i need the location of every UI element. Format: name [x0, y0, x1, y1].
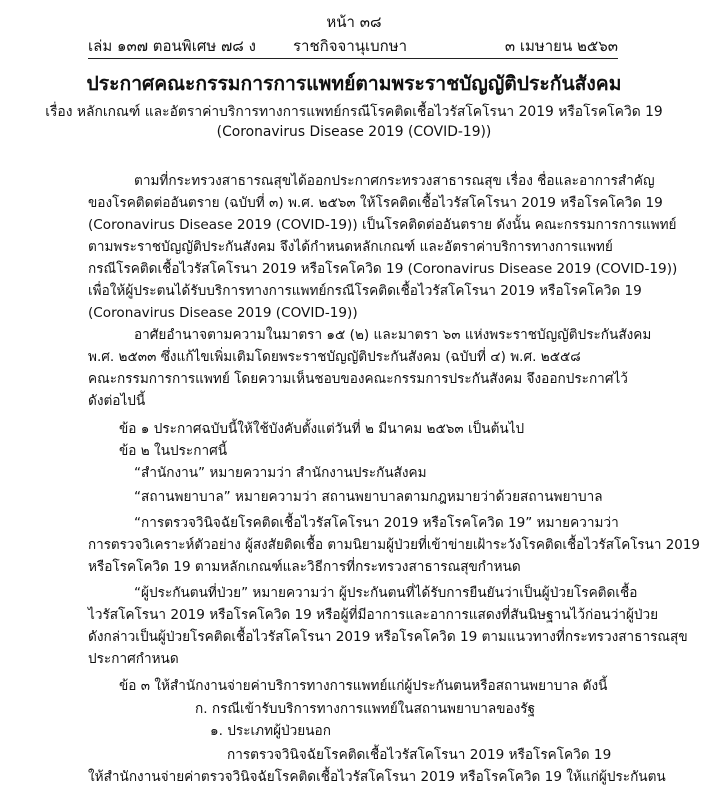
body-line: การตรวจวินิจฉัยโรคติดเชื้อไวรัสโคโรนา 2019 หรือโรคโควิด 19 — [227, 747, 612, 763]
body-line: คณะกรรมการการแพทย์ โดยความเห็นชอบของคณะกรรมการประกันสังคม จึงออกประกาศไว้ — [88, 371, 628, 387]
volume-info: เล่ม ๑๓๗ ตอนพิเศษ ๗๘ ง — [88, 37, 256, 55]
body-line: ตามที่กระทรวงสาธารณสุขได้ออกประกาศกระทรวงสาธารณสุข เรื่อง ชื่อและอาการสำคัญ — [134, 173, 655, 189]
definition-line: “สถานพยาบาล” หมายความว่า สถานพยาบาลตามกฎหมายว่าด้วยสถานพยาบาล — [134, 489, 603, 505]
clause-line: ข้อ ๑ ประกาศฉบับนี้ให้ใช้บังคับตั้งแต่วันที่ ๒ มีนาคม ๒๕๖๓ เป็นต้นไป — [119, 421, 525, 437]
body-line: ดังกล่าวเป็นผู้ป่วยโรคติดเชื้อไวรัสโคโรนา 2019 หรือโรคโควิด 19 ตามแนวทางที่กระทรวงสาธารณสุข — [88, 629, 688, 645]
definition-line: “สำนักงาน” หมายความว่า สำนักงานประกันสังคม — [134, 465, 427, 481]
sub-clause-line: ๑. ประเภทผู้ป่วยนอก — [210, 723, 331, 739]
body-line: ตามพระราชบัญญัติประกันสังคม จึงได้กำหนดหลักเกณฑ์ และอัตราค่าบริการทางการแพทย์ — [88, 239, 613, 255]
definition-line: “ผู้ประกันตนที่ป่วย” หมายความว่า ผู้ประกันตนที่ได้รับการยืนยันว่าเป็นผู้ป่วยโรคติดเชื้อ — [134, 585, 638, 601]
page-number: หน้า ๓๘ — [326, 13, 382, 31]
sub-clause-line: ก. กรณีเข้ารับบริการทางการแพทย์ในสถานพยาบาลของรัฐ — [195, 701, 536, 717]
body-line: การตรวจวิเคราะห์ตัวอย่าง ผู้สงสัยติดเชื้อ ตามนิยามผู้ป่วยที่เข้าข่ายเฝ้าระวังโรคติดเชื้อไวรัสโคโรนา 2019 — [88, 537, 700, 553]
body-line: ไวรัสโคโรนา 2019 หรือโรคโควิด 19 หรือผู้ที่มีอาการและอาการแสดงที่สันนิษฐานไว้ก่อนว่าผู้ป่วย — [88, 607, 659, 623]
body-line: หรือโรคโควิด 19 ตามหลักเกณฑ์และวิธีการที่กระทรวงสาธารณสุขกำหนด — [88, 559, 521, 575]
header-divider — [88, 58, 618, 59]
gazette-name: ราชกิจจานุเบกษา — [293, 37, 408, 55]
body-line: พ.ศ. ๒๕๓๓ ซึ่งแก้ไขเพิ่มเติมโดยพระราชบัญญัติประกันสังคม (ฉบับที่ ๔) พ.ศ. ๒๕๕๘ — [88, 349, 581, 365]
subject-line: (Coronavirus Disease 2019 (COVID-19)) — [216, 124, 492, 140]
subject-line: เรื่อง หลักเกณฑ์ และอัตราค่าบริการทางการแพทย์กรณีโรคติดเชื้อไวรัสโคโรนา 2019 หรือโรคโควิด 19 — [45, 104, 663, 120]
body-line: ของโรคติดต่ออันตราย (ฉบับที่ ๓) พ.ศ. ๒๕๖๓ ให้โรคติดเชื้อไวรัสโคโรนา 2019 หรือโรคโควิด 19 — [88, 195, 663, 211]
body-line: ดังต่อไปนี้ — [88, 393, 146, 409]
body-line: (Coronavirus Disease 2019 (COVID-19)) — [88, 305, 358, 321]
body-line: เพื่อให้ผู้ประตนได้รับบริการทางการแพทย์กรณีโรคติดเชื้อไวรัสโคโรนา 2019 หรือโรคโควิด 19 — [88, 283, 642, 299]
clause-line: ข้อ ๒ ในประกาศนี้ — [119, 443, 228, 459]
publish-date: ๓ เมษายน ๒๕๖๓ — [504, 37, 618, 55]
body-line: ประกาศกำหนด — [88, 651, 179, 667]
body-line: (Coronavirus Disease 2019 (COVID-19)) เป็นโรคติดต่ออันตราย ดังนั้น คณะกรรมการการแพทย์ — [88, 217, 677, 233]
definition-line: “การตรวจวินิจฉัยโรคติดเชื้อไวรัสโคโรนา 2019 หรือโรคโควิด 19” หมายความว่า — [134, 515, 619, 531]
gazette-header — [88, 34, 618, 54]
body-line: กรณีโรคติดเชื้อไวรัสโคโรนา 2019 หรือโรคโควิด 19 (Coronavirus Disease 2019 (COVID-19)) — [88, 261, 678, 277]
body-line: อาศัยอำนาจตามความในมาตรา ๑๕ (๒) และมาตรา ๖๓ แห่งพระราชบัญญัติประกันสังคม — [134, 327, 652, 343]
body-line: ให้สำนักงานจ่ายค่าตรวจวินิจฉัยโรคติดเชื้อไวรัสโคโรนา 2019 หรือโรคโควิด 19 ให้แก่ผู้ประกันตน — [88, 769, 666, 785]
document-title: ประกาศคณะกรรมการการแพทย์ตามพระราชบัญญัติประกันสังคม — [86, 72, 622, 95]
clause-line: ข้อ ๓ ให้สำนักงานจ่ายค่าบริการทางการแพทย์แก่ผู้ประกันตนหรือสถานพยาบาล ดังนี้ — [119, 678, 608, 694]
